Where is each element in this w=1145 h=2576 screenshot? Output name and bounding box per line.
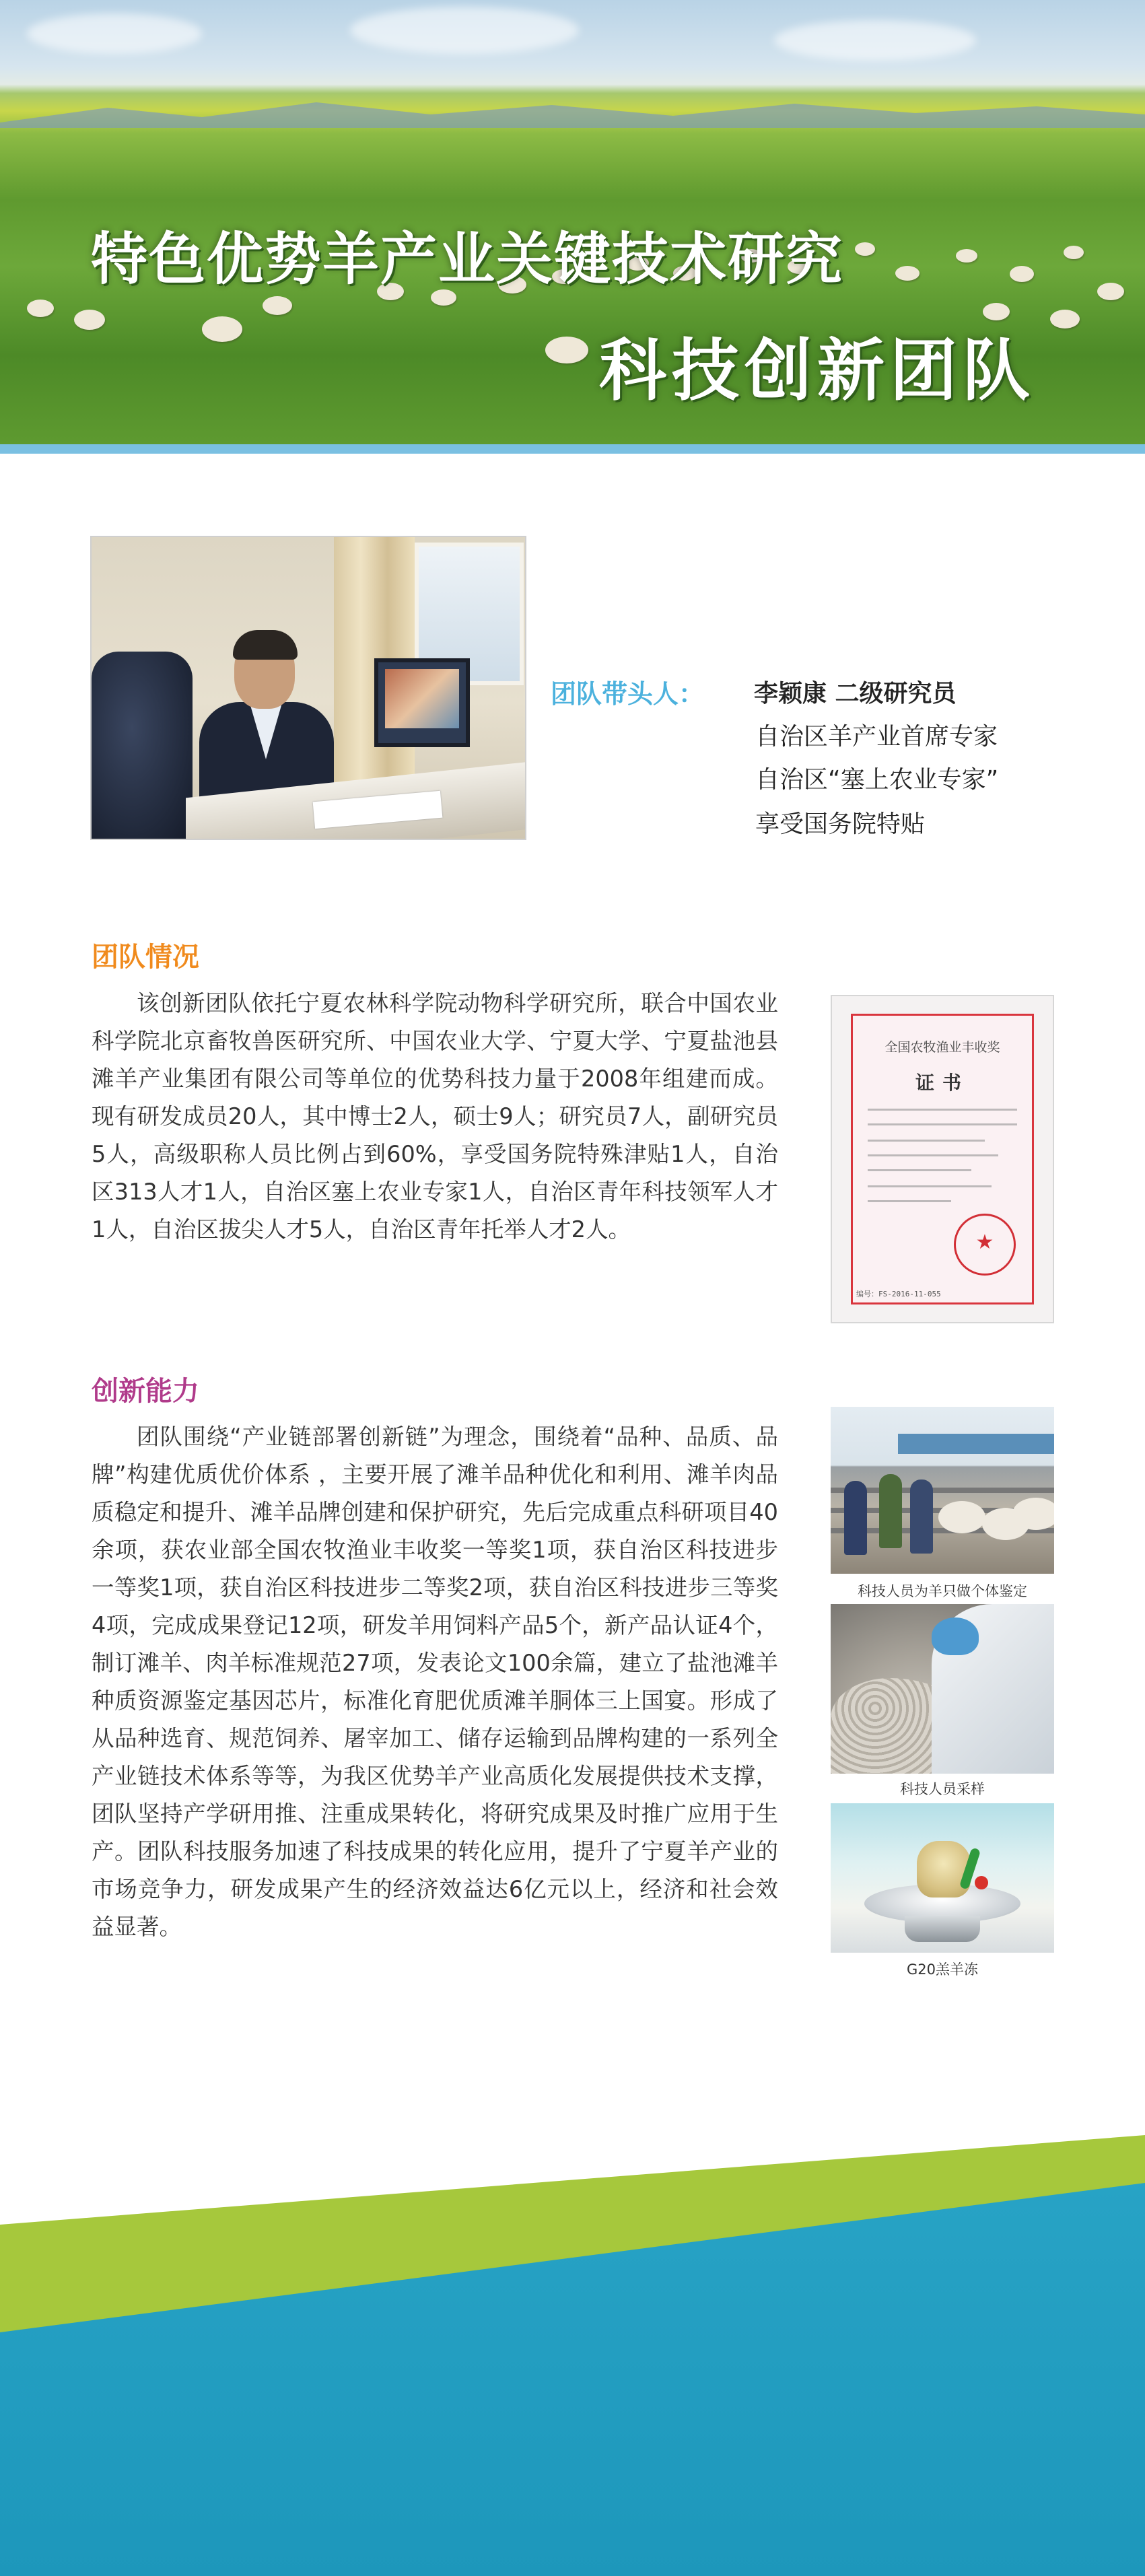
photo-caption-3: G20羔羊冻 [907,1961,978,1978]
banner-title-line2: 科技创新团队 [599,331,1035,410]
team-section-body: 该创新团队依托宁夏农林科学院动物科学研究所，联合中国农业科学院北京畜牧兽医研究所、中国农业大学、宁夏大学、宁夏盐池县滩羊产业集团有限公司等单位的优势科技力量于2008年组建而成。现有研发成员20人，其中博士2人，硕士9人；研究员7人，副研究员5人，高级职称人员比例占到60%，享受国务院特殊津贴1人，自治区313人才1人，自治区塞上农业专家1人，自治区青年科技领军人才1人，自治区拔尖人才5人，自治区青年托举人才2人。 [92,990,778,1243]
team-section-heading: 团队情况 [92,942,199,973]
certificate-title: 全国农牧渔业丰收奖 [884,1040,1000,1055]
award-certificate [831,995,1054,1323]
certificate-number: 编号：FS-2016-11-055 [856,1290,941,1298]
certificate-text-line [868,1200,951,1202]
innovation-section-body: 团队围绕“产业链部署创新链”为理念，围绕着“品种、品质、品牌”构建优质优价体系 ，主要开展了滩羊品种优化和利用、滩羊肉品质稳定和提升、滩羊品牌创建和保护研究，先后完成重点科研项目40余项，获农业部全国农牧渔业丰收奖一等奖1项，获自治区科技进步一等奖1项，获自治区科技进步二等奖2项，获自治区科技进步三等奖4项，完成成果登记12项，研发羊用饲料产品5个，新产品认证4个，制订滩羊、肉羊标准规范27项，发表论文100余篇，建立了盐池滩羊种质资源鉴定基因芯片，标准化育肥优质滩羊胴体三上国宴。形成了从品种选育、规范饲养、屠宰加工、储存运输到品牌构建的一系列全产业链技术体系等等，为我区优势羊产业高质化发展提供技术支撑，团队坚持产学研用推、注重成果转化，将研究成果及时推广应用于生产。团队科技服务加速了科技成果的转化应用，提升了宁夏羊产业的市场竞争力，研发成果产生的经济效益达6亿元以上，经济和社会效益显著。 [92,1424,778,1940]
photo-sheep-appraisal [831,1407,1054,1574]
photo-person [844,1481,867,1555]
sheep [74,310,105,330]
photo-sheep [938,1501,985,1533]
certificate-name: 证书 [915,1072,969,1094]
certificate-text-line [868,1123,1017,1125]
certificate-seal-icon [954,1214,1016,1276]
cloud [27,13,202,54]
leader-title-1: 自治区羊产业首席专家 [755,723,998,751]
sheep [1010,266,1034,282]
sheep [202,316,242,342]
leader-photo [90,536,526,840]
innovation-section-heading: 创新能力 [92,1376,199,1407]
certificate-text-line [868,1154,998,1156]
mountain-range [0,88,1145,128]
banner-divider-stripe [0,444,1145,454]
certificate-border [851,1014,1034,1304]
certificate-text-line [868,1109,1017,1111]
banner-title-line1: 特色优势羊产业关键技术研究 [91,226,844,292]
photo-person [879,1474,902,1548]
sheep [956,249,977,263]
sheep [263,296,292,315]
leader-label: 团队带头人： [551,679,705,709]
photo-sheep [1012,1498,1054,1530]
photo-g20-dish [831,1803,1054,1953]
certificate-text-line [868,1185,992,1187]
leader-name: 李颖康 二级研究员 [754,680,957,707]
photo-blue-cap [932,1617,979,1655]
leader-title-2: 自治区“塞上农业专家” [755,766,999,794]
sheep [1064,246,1084,259]
photo-garnish-berry [975,1876,988,1889]
photo-person-hair [233,630,298,660]
photo-caption-2: 科技人员采样 [900,1781,985,1797]
cloud [774,20,976,61]
photo-shed-roof [898,1434,1054,1454]
certificate-text-line [868,1140,985,1142]
leader-title-3: 享受国务院特贴 [755,810,926,838]
photo-person [910,1480,933,1554]
photo-plate-base [905,1916,980,1942]
cloud [350,7,579,54]
sheep [895,266,920,281]
photo-chair [92,652,193,840]
certificate-text-line [868,1169,971,1171]
photo-caption-1: 科技人员为羊只做个体鉴定 [858,1583,1027,1599]
photo-sampling [831,1604,1054,1774]
header-banner [0,0,1145,444]
sheep [545,337,588,363]
sheep [27,300,54,317]
sheep [1050,310,1080,328]
sheep [1097,283,1124,300]
photo-dish-food [917,1841,971,1898]
sheep [855,242,875,256]
photo-monitor-screen [385,669,459,728]
